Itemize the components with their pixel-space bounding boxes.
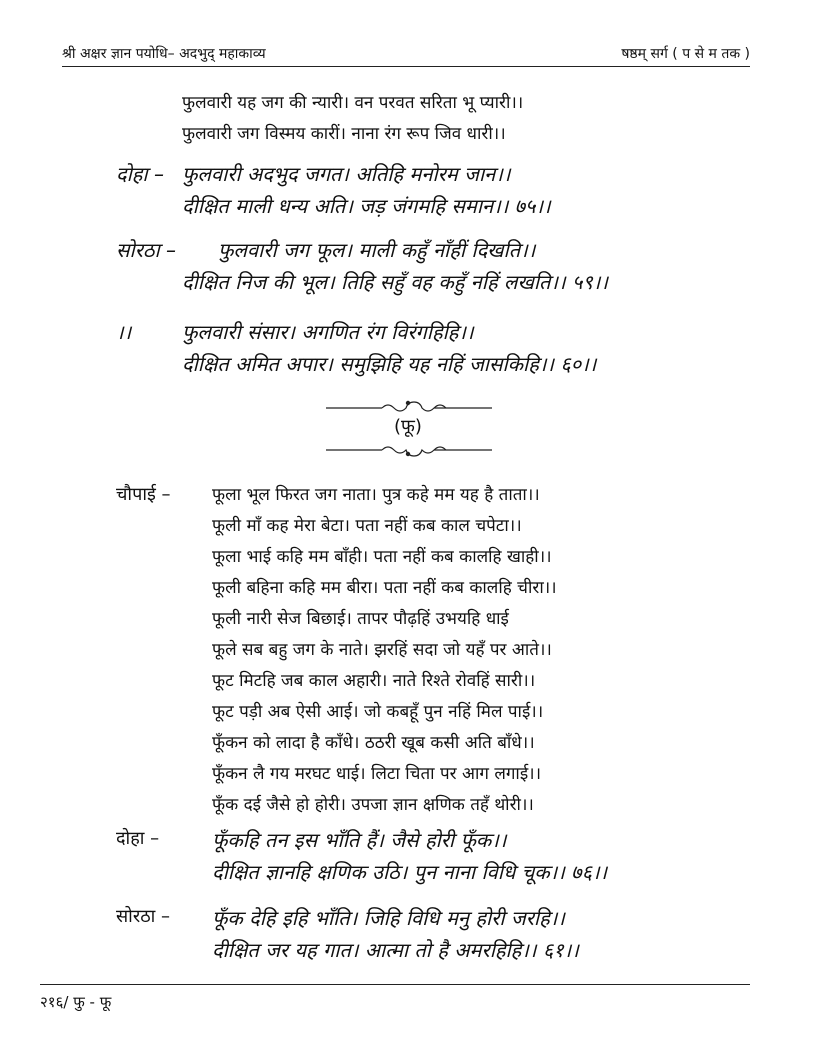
sortha-line: दीक्षित जर यह गात। आत्मा तो है अमरहिहि।। ६१।। [212, 938, 579, 962]
doha-line: फूँकहि तन इस भाँति हैं। जैसे होरी फूँक।। [212, 828, 507, 852]
chaupai-label: चौपाई – [116, 484, 171, 505]
sortha-label: सोरठा – [116, 906, 171, 927]
footer-divider [40, 984, 750, 985]
sortha-line: फूँक देहि इहि भाँति। जिहि विधि मनु होरी जरहि।। [212, 906, 565, 930]
sortha-label: ।। [116, 320, 132, 344]
chaupai-line: फूँकन को लादा है काँधे। ठठरी खूब कसी अति बाँधे।। [212, 733, 535, 753]
sortha-line: दीक्षित निज की भूल। तिहि सहुँ वह कहुँ नहिं लखति।। ५९।। [182, 270, 608, 294]
sortha-label: सोरठा – [116, 238, 177, 262]
chaupai-line: फूँकन लै गय मरघट धाई। लिटा चिता पर आग लगाई।। [212, 764, 542, 784]
sortha-line: फुलवारी जग फूल। माली कहुँ नाँहीं दिखति।। [218, 238, 536, 262]
chaupai-line: फूली नारी सेज बिछाई। तापर पौढ़हिं उभयहि धाई [212, 609, 509, 629]
book-title: श्री अक्षर ज्ञान पयोधि– अदभुद् महाकाव्य [62, 46, 266, 62]
chaupai-line: फूली बहिना कहि मम बीरा। पता नहीं कब कालहि चीरा।। [212, 578, 557, 598]
chaupai-line: फूले सब बहु जग के नाते। झरहिं सदा जो यहँ पर आते।। [212, 640, 552, 660]
doha-line: दीक्षित माली धन्य अति। जड़ जंगमहि समान।। ७५।। [182, 194, 551, 218]
chapter-title: षष्ठम् सर्ग ( प से म तक ) [621, 46, 750, 62]
page-header [62, 42, 750, 67]
chaupai-line: फूला भूल फिरत जग नाता। पुत्र कहे मम यह है ताता।। [212, 485, 540, 505]
page-number: २१६/ फु - फू [40, 993, 112, 1011]
sortha-line: फुलवारी संसार। अगणित रंग विरंगहिहि।। [182, 320, 474, 344]
chaupai-line: फूँक दई जैसे हो होरी। उपजा ज्ञान क्षणिक तहँ थोरी।। [212, 795, 534, 815]
doha-line: फुलवारी अदभुद जगत। अतिहि मनोरम जान।। [182, 162, 511, 186]
doha-line: दीक्षित ज्ञानहि क्षणिक उठि। पुन नाना विधि चूक।। ७६।। [212, 860, 608, 884]
chaupai-line: फूट पड़ी अब ऐसी आई। जो कबहूँ पुन नहिं मिल पाई।। [212, 702, 544, 722]
chaupai-line: फूला भाई कहि मम बाँही। पता नहीं कब कालहि खाही।। [212, 547, 552, 567]
section-heading: (फू) [394, 416, 422, 437]
doha-label: दोहा – [116, 828, 160, 849]
verse-line: फुलवारी यह जग की न्यारी। वन परवत सरिता भू प्यारी।। [182, 93, 524, 113]
section-ornament [300, 392, 516, 462]
doha-label: दोहा – [116, 162, 164, 186]
chaupai-line: फूली माँ कह मेरा बेटा। पता नहीं कब काल चपेटा।। [212, 516, 522, 536]
sortha-line: दीक्षित अमित अपार। समुझिहि यह नहिं जासकिहि।। ६०।। [182, 352, 597, 376]
verse-line: फुलवारी जग विस्मय कारीं। नाना रंग रूप जिव धारी।। [182, 124, 506, 144]
chaupai-line: फूट मिटहि जब काल अहारी। नाते रिश्ते रोवहिं सारी।। [212, 671, 536, 691]
